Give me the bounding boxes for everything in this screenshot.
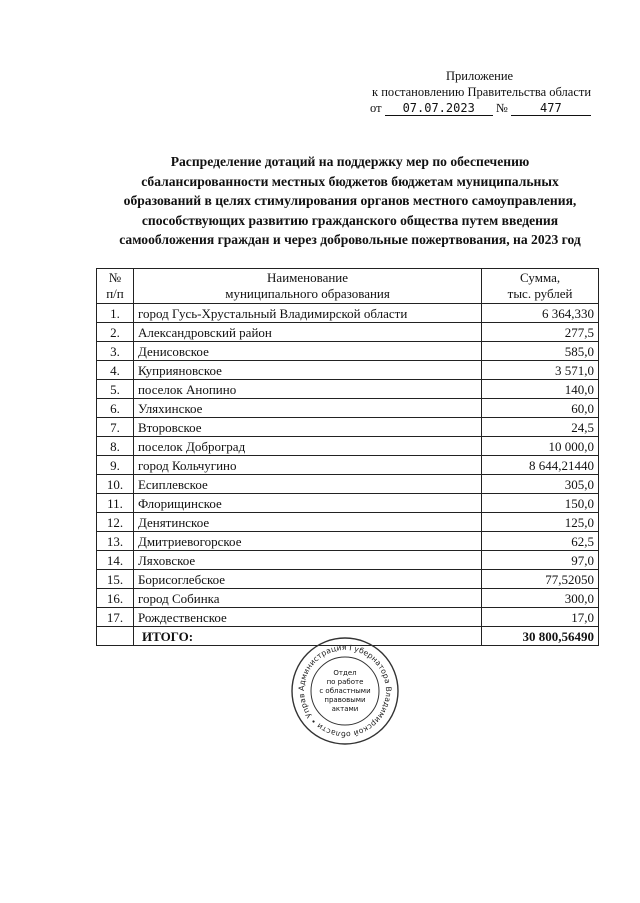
subsidy-amount: 60,0 [482,399,599,418]
table-row [97,570,599,589]
table-row [97,456,599,475]
document-title [60,152,640,250]
table-row [97,589,599,608]
office-stamp [290,636,400,746]
table-row [97,399,599,418]
municipality-name: Второвское [133,418,481,437]
distribution-table [96,268,599,646]
municipality-name: город Собинка [133,589,481,608]
appendix-date-line [370,100,610,116]
subsidy-amount: 8 644,21440 [482,456,599,475]
row-number: 5. [97,380,134,399]
municipality-name: Дмитриевогорское [133,532,481,551]
municipality-name: поселок Доброград [133,437,481,456]
row-number: 1. [97,304,134,323]
subsidy-amount: 3 571,0 [482,361,599,380]
table-row [97,380,599,399]
table-row [97,475,599,494]
total-number-cell [97,627,134,646]
row-number: 15. [97,570,134,589]
subsidy-amount: 585,0 [482,342,599,361]
header-number: № п/п [97,269,134,304]
title-line: самообложения граждан и через добровольные пожертвования, на 2023 год [119,232,581,247]
municipality-name: город Гусь-Хрустальный Владимирской области [133,304,481,323]
row-number: 3. [97,342,134,361]
number-label: № [495,101,508,115]
appendix-block [370,68,610,116]
subsidy-amount: 17,0 [482,608,599,627]
total-label: ИТОГО: [133,627,481,646]
municipality-name: Ляховское [133,551,481,570]
municipality-name: город Кольчугино [133,456,481,475]
appendix-title: Приложение [446,69,514,83]
header-name: Наименование муниципального образования [133,269,481,304]
subsidy-amount: 305,0 [482,475,599,494]
subsidy-amount: 77,52050 [482,570,599,589]
title-line: сбалансированности местных бюджетов бюджетам муниципальных [141,173,559,189]
municipality-name: Есиплевское [133,475,481,494]
table-row [97,304,599,323]
subsidy-amount: 6 364,330 [482,304,599,323]
row-number: 17. [97,608,134,627]
row-number: 7. [97,418,134,437]
table-row [97,418,599,437]
row-number: 13. [97,532,134,551]
subsidy-amount: 24,5 [482,418,599,437]
table-row [97,532,599,551]
subsidy-amount: 97,0 [482,551,599,570]
subsidy-amount: 125,0 [482,513,599,532]
municipality-name: Флорищинское [133,494,481,513]
table-header-row [97,269,599,304]
municipality-name: Денятинское [133,513,481,532]
subsidy-amount: 150,0 [482,494,599,513]
title-line: способствующих развитию гражданского общества путем введения [141,212,559,228]
total-sum: 30 800,56490 [482,627,599,646]
table-row [97,608,599,627]
row-number: 14. [97,551,134,570]
row-number: 4. [97,361,134,380]
row-number: 2. [97,323,134,342]
municipality-name: Куприяновское [133,361,481,380]
table-row [97,323,599,342]
row-number: 8. [97,437,134,456]
municipality-name: Александровский район [133,323,481,342]
subsidy-amount: 62,5 [482,532,599,551]
from-label: от [370,101,382,115]
stamp-center-text: Отдел по работе с областными правовыми актами [319,668,371,713]
row-number: 10. [97,475,134,494]
appendix-reference: к постановлению Правительства области [372,85,592,99]
title-line: Распределение дотаций на поддержку мер по обеспечению [170,154,530,169]
subsidy-amount: 10 000,0 [482,437,599,456]
resolution-number: 477 [511,101,591,116]
municipality-name: поселок Анопино [133,380,481,399]
table-row [97,437,599,456]
title-line: образований в целях стимулирования органов местного самоуправления, [123,193,577,208]
municipality-name: Уляхинское [133,399,481,418]
row-number: 9. [97,456,134,475]
subsidy-amount: 140,0 [482,380,599,399]
header-sum: Сумма, тыс. рублей [482,269,599,304]
municipality-name: Денисовское [133,342,481,361]
subsidy-amount: 300,0 [482,589,599,608]
table-row [97,342,599,361]
row-number: 16. [97,589,134,608]
municipality-name: Борисоглебское [133,570,481,589]
row-number: 6. [97,399,134,418]
subsidy-amount: 277,5 [482,323,599,342]
row-number: 11. [97,494,134,513]
stamp-ring-text: Администрация Губернатора Владимирской области • Управ [296,642,394,740]
table-row [97,551,599,570]
table-row [97,361,599,380]
table-row [97,494,599,513]
table-row [97,513,599,532]
municipality-name: Рождественское [133,608,481,627]
row-number: 12. [97,513,134,532]
resolution-date: 07.07.2023 [385,101,493,116]
